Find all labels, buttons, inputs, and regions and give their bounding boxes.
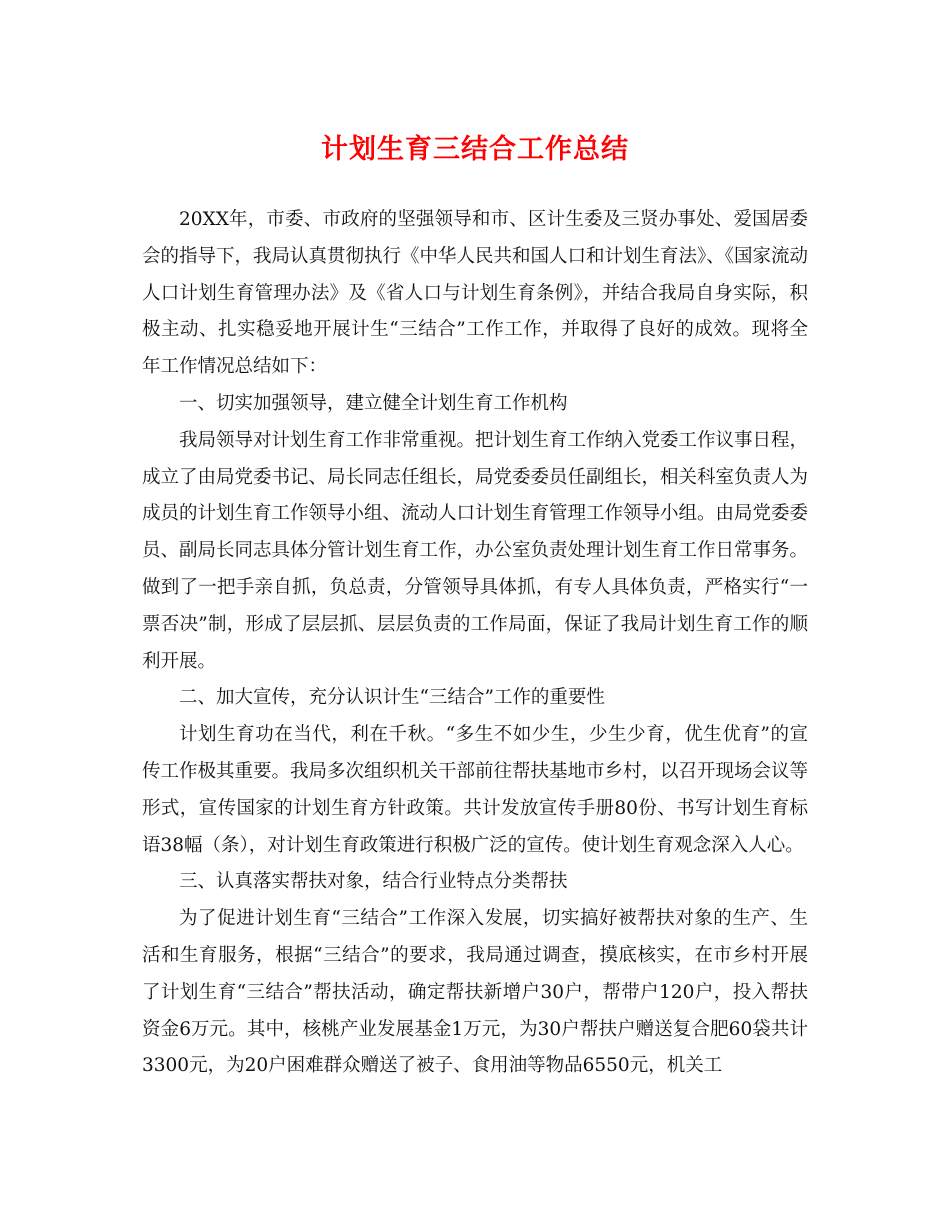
paragraph-leadership: 我局领导对计划生育工作非常重视。把计划生育工作纳入党委工作议事日程，成立了由局党委书记、局长同志任组长，局党委委员任副组长，相关科室负责人为成员的计划生育工作领导小组、流动人口计划生育管理工作领导小组。由局党委委员、副局长同志具体分管计划生育工作，办公室负责处理计划生育工作日常事务。做到了一把手亲自抓，负总责，分管领导具体抓，有专人具体负责，严格实行“一票否决”制，形成了层层抓、层层负责的工作局面，保证了我局计划生育工作的顺利开展。 <box>142 429 809 672</box>
document-body <box>142 202 808 1085</box>
section-heading-2: 二、加大宣传，充分认识计生“三结合”工作的重要性 <box>179 687 605 709</box>
paragraph-assistance: 为了促进计划生育“三结合”工作深入发展，切实搞好被帮扶对象的生产、生活和生育服务，根据“三结合”的要求，我局通过调查，摸底核实，在市乡村开展了计划生育“三结合”帮扶活动，确定帮扶新增户30户，帮带户120户，投入帮扶资金6万元。其中，核桃产业发展基金1万元，为30户帮扶户赠送复合肥60袋共计3300元，为20户困难群众赠送了被子、食用油等物品6550元，机关工 <box>142 908 808 1077</box>
section-heading-1: 一、切实加强领导，建立健全计划生育工作机构 <box>179 392 568 414</box>
section-heading-3: 三、认真落实帮扶对象，结合行业特点分类帮扶 <box>179 871 568 893</box>
paragraph-intro: 20XX年，市委、市政府的坚强领导和市、区计生委及三贤办事处、爱国居委会的指导下，我局认真贯彻执行《中华人民共和国人口和计划生育法》、《国家流动人口计划生育管理办法》及《省人口与计划生育条例》，并结合我局自身实际，积极主动、扎实稳妥地开展计生“三结合”工作工作，并取得了良好的成效。现将全年工作情况总结如下： <box>142 209 809 378</box>
paragraph-publicity: 计划生育功在当代，利在千秋。“多生不如少生，少生少育，优生优育”的宣传工作极其重要。我局多次组织机关干部前往帮扶基地市乡村，以召开现场会议等形式，宣传国家的计划生育方针政策。共计发放宣传手册80份、书写计划生育标语38幅（条），对计划生育政策进行积极广泛的宣传。使计划生育观念深入人心。 <box>142 724 809 856</box>
document-title: 计划生育三结合工作总结 <box>321 134 629 165</box>
